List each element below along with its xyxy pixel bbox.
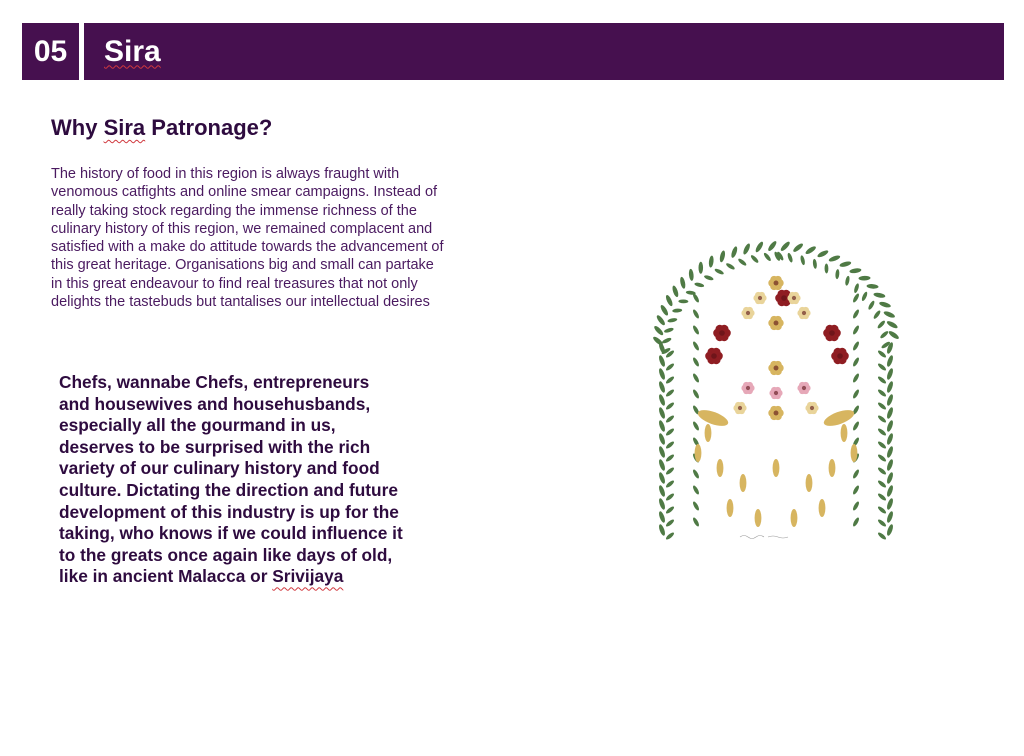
leaf-shape — [877, 349, 887, 358]
leaf-shape — [658, 433, 666, 446]
leaf-shape — [852, 517, 860, 528]
leaf-shape — [665, 388, 675, 397]
leaf-shape — [877, 388, 887, 397]
section-heading — [51, 115, 272, 141]
leaf-shape — [655, 314, 666, 326]
arch-flowers — [705, 276, 849, 420]
highlight-end-word: Srivijaya — [272, 566, 344, 587]
leaf-shape — [667, 317, 678, 323]
leaf-shape — [852, 325, 860, 336]
leaf-shape — [658, 511, 666, 524]
leaf-shape — [886, 420, 894, 433]
flower-center — [829, 330, 835, 336]
leaf-shape — [665, 531, 675, 540]
leaf-shape — [806, 474, 813, 492]
leaf-shape — [692, 309, 700, 320]
leaf-shape — [877, 440, 887, 449]
leaf-shape — [665, 453, 675, 462]
flower-center — [774, 411, 779, 416]
leaf-shape — [658, 407, 666, 420]
leaf-shape — [767, 240, 778, 252]
leaf-shape — [886, 524, 894, 537]
leaf-shape — [653, 325, 665, 337]
leaf-shape — [692, 373, 700, 384]
leaf-shape — [665, 505, 675, 514]
leaf-shape — [665, 479, 675, 488]
leaf-shape — [694, 282, 705, 288]
leaf-shape — [658, 381, 666, 394]
leaf-shape — [787, 252, 794, 263]
leaf-shape — [658, 472, 666, 485]
flower-center — [711, 353, 717, 359]
leaf-shape — [851, 444, 858, 462]
leaf-shape — [828, 254, 841, 263]
leaf-shape — [883, 310, 896, 319]
leaf-shape — [866, 284, 878, 289]
section-number: 05 — [33, 34, 68, 68]
leaf-shape — [886, 446, 894, 459]
leaf-shape — [886, 433, 894, 446]
leaf-shape — [877, 531, 887, 540]
flower-center — [802, 311, 806, 315]
leaf-shape — [692, 469, 700, 480]
leaf-shape — [658, 355, 666, 368]
leaf-shape — [886, 381, 894, 394]
flower-center — [781, 295, 787, 301]
leaf-shape — [886, 485, 894, 498]
leaf-shape — [852, 293, 860, 304]
leaf-shape — [879, 330, 889, 339]
heading-word-sira: Sira — [103, 115, 146, 140]
leaf-shape — [877, 320, 887, 330]
leaf-shape — [665, 375, 675, 384]
intro-paragraph: The history of food in this region is always fraught with venomous catfights and online smear campaigns. Instead of really taking stock regarding the immense richness of the culinary history of this region, we remained complacent and satisfied with a make do attitude towards the advancement of this great heritage. Organisations big and small can partake in this great endeavour to find real treasures that not only delights the tastebuds but tantalises our intellectual desires — [51, 166, 444, 311]
leaf-shape — [658, 524, 666, 537]
leaf-shape — [692, 325, 700, 336]
leaf-shape — [730, 246, 738, 259]
leaf-shape — [714, 268, 725, 276]
leaf-shape — [819, 499, 826, 517]
leaf-shape — [658, 420, 666, 433]
flower-center — [774, 366, 779, 371]
flower-center — [758, 296, 762, 300]
leaf-shape — [725, 262, 735, 271]
leaf-shape — [665, 492, 675, 501]
flower-center — [746, 386, 750, 390]
leaf-shape — [852, 485, 860, 496]
leaf-shape — [661, 337, 672, 345]
flower-center — [774, 281, 779, 286]
leaf-shape — [877, 401, 887, 410]
leaf-shape — [692, 293, 700, 304]
leaf-shape — [888, 330, 900, 341]
leaf-shape — [665, 414, 675, 423]
leaf-shape — [665, 362, 675, 371]
leaf-shape — [671, 285, 679, 298]
leaf-shape — [852, 341, 860, 352]
leaf-shape — [816, 249, 829, 259]
leaf-shape — [824, 263, 828, 273]
leaf-shape — [779, 240, 791, 252]
leaf-shape — [873, 310, 882, 320]
leaf-shape — [672, 308, 682, 313]
leaf-shape — [692, 389, 700, 400]
leaf-shape — [688, 269, 694, 281]
leaf-shape — [692, 485, 700, 496]
leaf-shape — [773, 459, 780, 477]
leaf-shape — [692, 357, 700, 368]
leaf-shape — [822, 407, 856, 429]
leaf-shape — [665, 294, 674, 307]
leaf-shape — [717, 459, 724, 477]
leaf-shape — [658, 498, 666, 511]
leaf-shape — [791, 509, 798, 527]
header-title-text: Sira — [104, 34, 161, 68]
flower-center — [810, 406, 814, 410]
leaf-shape — [727, 499, 734, 517]
header-title — [104, 23, 161, 80]
leaf-shape — [877, 427, 887, 436]
leaf-shape — [852, 501, 860, 512]
leaf-shape — [750, 254, 760, 264]
leaf-shape — [754, 241, 764, 254]
leaf-shape — [849, 268, 862, 274]
leaf-shape — [841, 424, 848, 442]
leaf-shape — [877, 362, 887, 371]
leaf-shape — [886, 407, 894, 420]
flower-center — [792, 296, 796, 300]
leaf-shape — [829, 459, 836, 477]
leaf-shape — [879, 301, 892, 309]
signature-mark — [740, 536, 788, 539]
leaf-shape — [877, 375, 887, 384]
leaf-shape — [852, 469, 860, 480]
leaf-shape — [886, 498, 894, 511]
leaf-shape — [678, 299, 688, 303]
leaf-shape — [852, 389, 860, 400]
leaf-shape — [853, 283, 860, 294]
leaf-shape — [692, 501, 700, 512]
leaf-shape — [886, 394, 894, 407]
leaf-shape — [877, 518, 887, 527]
leaf-shape — [877, 479, 887, 488]
leaf-shape — [695, 444, 702, 462]
leaf-shape — [703, 274, 714, 281]
leaf-shape — [886, 320, 899, 330]
leaf-shape — [665, 518, 675, 527]
leaf-shape — [867, 300, 875, 311]
leaf-shape — [665, 401, 675, 410]
leaf-shape — [665, 440, 675, 449]
highlight-main-text: Chefs, wannabe Chefs, entrepreneurs and housewives and househusbands, especially all the gourmand in us, deserves to be surprised with the rich variety of our culinary history and food culture. Dictating the direction and future development of this industry is up for the taking, who knows if we could influence it to the greats once again like days of old, like in ancient Malacca or — [59, 372, 403, 587]
botanical-arch-icon — [648, 228, 904, 552]
leaf-shape — [679, 276, 686, 289]
leaf-shape — [877, 453, 887, 462]
flower-center — [738, 406, 742, 410]
leaf-shape — [852, 373, 860, 384]
leaf-shape — [658, 485, 666, 498]
leaf-shape — [664, 327, 675, 334]
header-bar — [22, 23, 1004, 80]
leaf-shape — [665, 427, 675, 436]
leaf-shape — [877, 505, 887, 514]
leaf-shape — [705, 424, 712, 442]
flower-center — [774, 321, 779, 326]
highlight-paragraph — [59, 372, 404, 588]
leaf-shape — [835, 269, 840, 279]
leaf-shape — [658, 446, 666, 459]
leaf-shape — [845, 275, 851, 286]
leaf-shape — [858, 276, 870, 281]
leaf-shape — [812, 259, 817, 269]
flower-center — [802, 386, 806, 390]
leaf-shape — [658, 394, 666, 407]
leaf-shape — [692, 341, 700, 352]
leaf-shape — [763, 252, 772, 262]
leaf-shape — [800, 255, 806, 266]
flower-center — [837, 353, 843, 359]
leaf-shape — [886, 472, 894, 485]
leaf-shape — [861, 291, 869, 302]
leaf-shape — [839, 260, 852, 267]
flower-center — [746, 311, 750, 315]
leaf-shape — [877, 414, 887, 423]
leaf-shape — [742, 243, 751, 256]
leaf-shape — [692, 421, 700, 432]
leaf-shape — [886, 459, 894, 472]
leaf-shape — [740, 474, 747, 492]
leaf-shape — [719, 250, 726, 263]
leaf-shape — [886, 368, 894, 381]
leaf-shape — [659, 304, 669, 317]
header-divider — [79, 23, 84, 80]
leaf-shape — [852, 309, 860, 320]
leaf-shape — [698, 262, 703, 274]
leaf-shape — [804, 245, 817, 255]
leaf-shape — [658, 459, 666, 472]
leaf-shape — [886, 355, 894, 368]
leaf-shape — [877, 466, 887, 475]
leaf-shape — [877, 492, 887, 501]
leaf-shape — [755, 509, 762, 527]
flower-center — [774, 391, 778, 395]
heading-word-patronage: Patronage? — [151, 115, 273, 140]
leaf-shape — [886, 511, 894, 524]
leaf-shape — [737, 258, 747, 267]
leaf-shape — [708, 255, 714, 267]
leaf-shape — [696, 407, 730, 429]
leaf-shape — [658, 368, 666, 381]
heading-word-why: Why — [51, 115, 98, 140]
leaf-shape — [873, 292, 886, 299]
leaf-shape — [692, 517, 700, 528]
leaf-shape — [792, 242, 804, 253]
flower-center — [719, 330, 725, 336]
leaf-shape — [852, 357, 860, 368]
leaf-shape — [665, 466, 675, 475]
leaf-shape — [852, 421, 860, 432]
